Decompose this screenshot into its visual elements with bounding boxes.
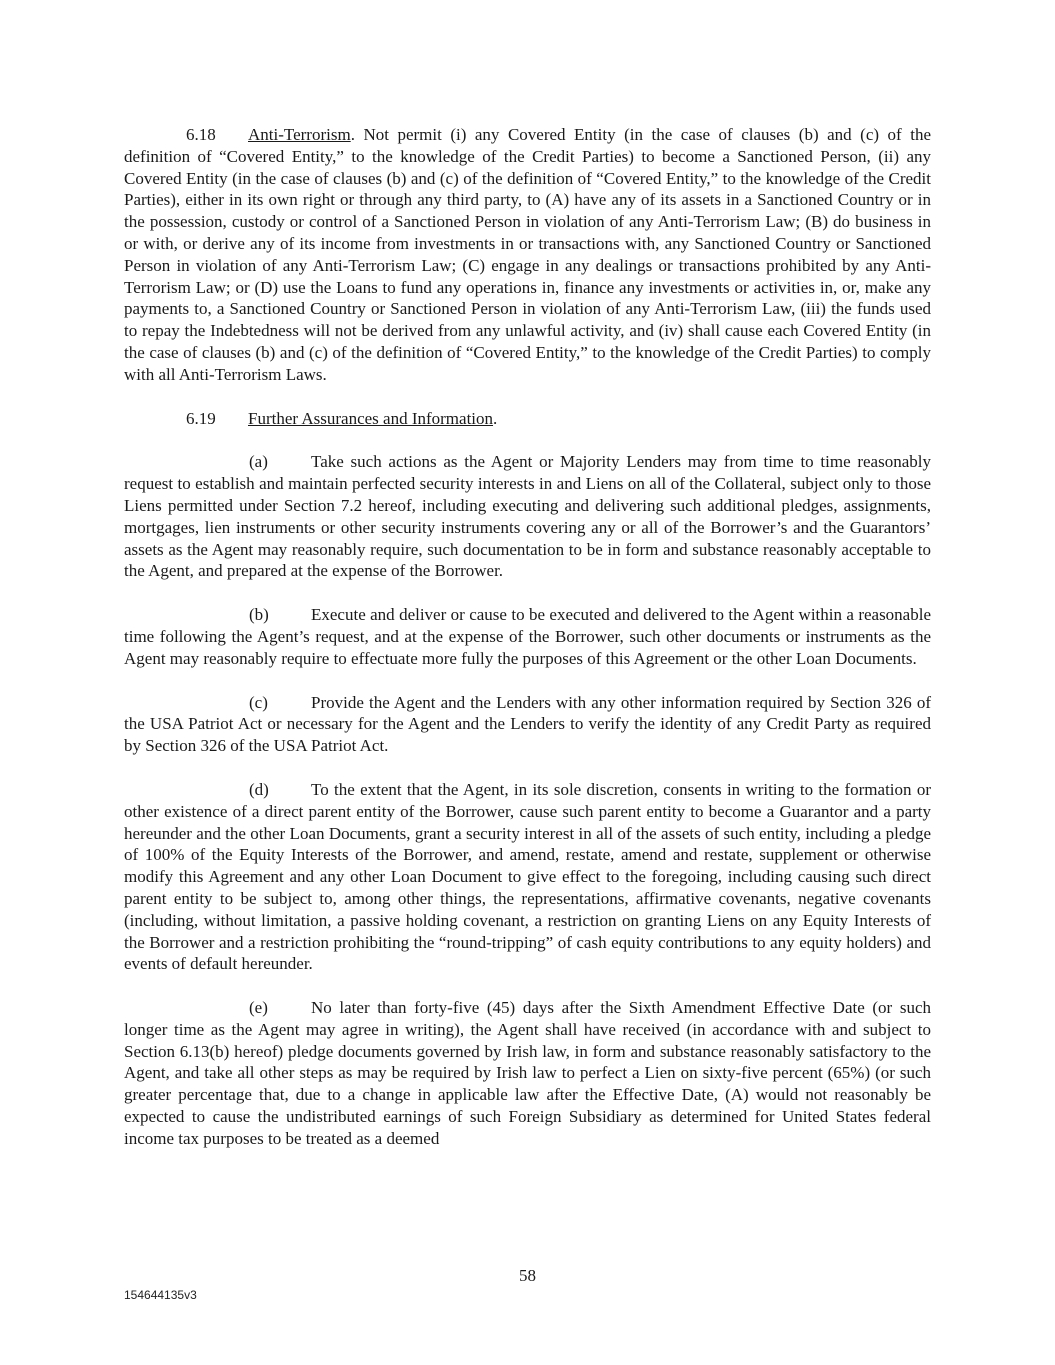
clause-label: (d) [249,779,269,799]
section-6-18 [124,124,931,386]
clause-e [124,997,931,1150]
section-number: 6.18 [186,125,216,144]
document-id: 154644135v3 [124,1288,197,1302]
clause-text: To the extent that the Agent, in its sole discretion, consents in writing to the formation or other existence of a direct parent entity of the Borrower, cause such parent entity to become a Guarantor and a party hereunder and the other Loan Documents, grant a security interest in all of the assets of such entity, including a pledge of 100% of the Equity Interests of the Borrower, and amend, restate, amend and restate, supplement or otherwise modify this Agreement and any other Loan Document to give effect to the foregoing, including causing such direct parent entity to be subject to, among other things, the representations, affirmative covenants, negative covenants (including, without limitation, a passive holding covenant, a restriction on granting Liens on any Equity Interests of the Borrower and a restriction prohibiting the “round-tripping” of cash equity contributions to any equity holders) and events of default hereunder. [124,779,931,974]
section-heading-period: . [493,408,498,428]
clause-text: Execute and deliver or cause to be executed and delivered to the Agent within a reasonable time following the Agent’s request, and at the expense of the Borrower, such other documents or instruments as the Agent may reasonably require to effectuate more fully the purposes of this Agreement or the other Loan Documents. [124,605,931,668]
clause-label: (a) [249,452,268,472]
clause-label: (e) [249,998,268,1018]
clause-c [124,692,931,757]
clause-label: (b) [249,605,269,625]
clause-a [124,451,931,582]
clause-d [124,779,931,975]
clause-label: (c) [249,692,268,712]
clause-b [124,604,931,669]
page-number: 58 [519,1266,536,1285]
clause-text: Take such actions as the Agent or Majority Lenders may from time to time reasonably request to establish and maintain perfected security interests in and Liens on all of the Collateral, subject only to those Liens permitted under Section 7.2 hereof, including executing and delivering such additional pledges, assignments, mortgages, lien instruments or other security instruments covering any or all of the Borrower’s and the Guarantors’ assets as the Agent may reasonably require, such documentation to be in form and substance reasonably acceptable to the Agent, and prepared at the expense of the Borrower. [124,452,931,581]
section-heading: Further Assurances and Information [248,408,494,428]
document-page [124,124,931,1172]
section-body: . Not permit (i) any Covered Entity (in the case of clauses (b) and (c) of the definition of “Covered Entity,” to the knowledge of the Credit Parties) to become a Sanctioned Person, (ii) any Covered Entity (in the case of clauses (b) and (c) of the definition of “Covered Entity,” to the knowledge of the Credit Parties), either in its own right or through any third party, to (A) have any of its assets in a Sanctioned Country or in the possession, custody or control of a Sanctioned Person in violation of any Anti-Terrorism Law; (B) do business in or with, or derive any of its income from investments in or transactions with, any Sanctioned Country or Sanctioned Person in violation of any Anti-Terrorism Law; (C) engage in any dealings or transactions prohibited by any Anti-Terrorism Law; or (D) use the Loans to fund any operations in, finance any investments or activities in, or, make any payments to, a Sanctioned Country or Sanctioned Person in violation of any Anti-Terrorism Law, (iii) the funds used to repay the Indebtedness will not be derived from any unlawful activity, and (iv) shall cause each Covered Entity (in the case of clauses (b) and (c) of the definition of “Covered Entity,” to the knowledge of the Credit Parties) to comply with all Anti-Terrorism Laws. [124,125,931,384]
clause-text: No later than forty-five (45) days after the Sixth Amendment Effective Date (or such longer time as the Agent may agree in writing), the Agent shall have received (in accordance with and subject to Section 6.13(b) hereof) pledge documents governed by Irish law, in form and substance reasonably satisfactory to the Agent, and take all other steps as may be required by Irish law to perfect a Lien on sixty-five percent (65%) (or such greater percentage that, due to a change in applicable law after the Effective Date, (A) would not reasonably be expected to cause the undistributed earnings of such Foreign Subsidiary as determined for United States federal income tax purposes to be treated as a deemed [124,998,931,1148]
section-number: 6.19 [186,408,216,428]
section-6-19 [124,408,931,430]
section-heading: Anti-Terrorism [248,125,351,144]
clause-text: Provide the Agent and the Lenders with any other information required by Section 326 of the USA Patriot Act or necessary for the Agent and the Lenders to verify the identity of any Credit Party as required by Section 326 of the USA Patriot Act. [124,692,931,756]
